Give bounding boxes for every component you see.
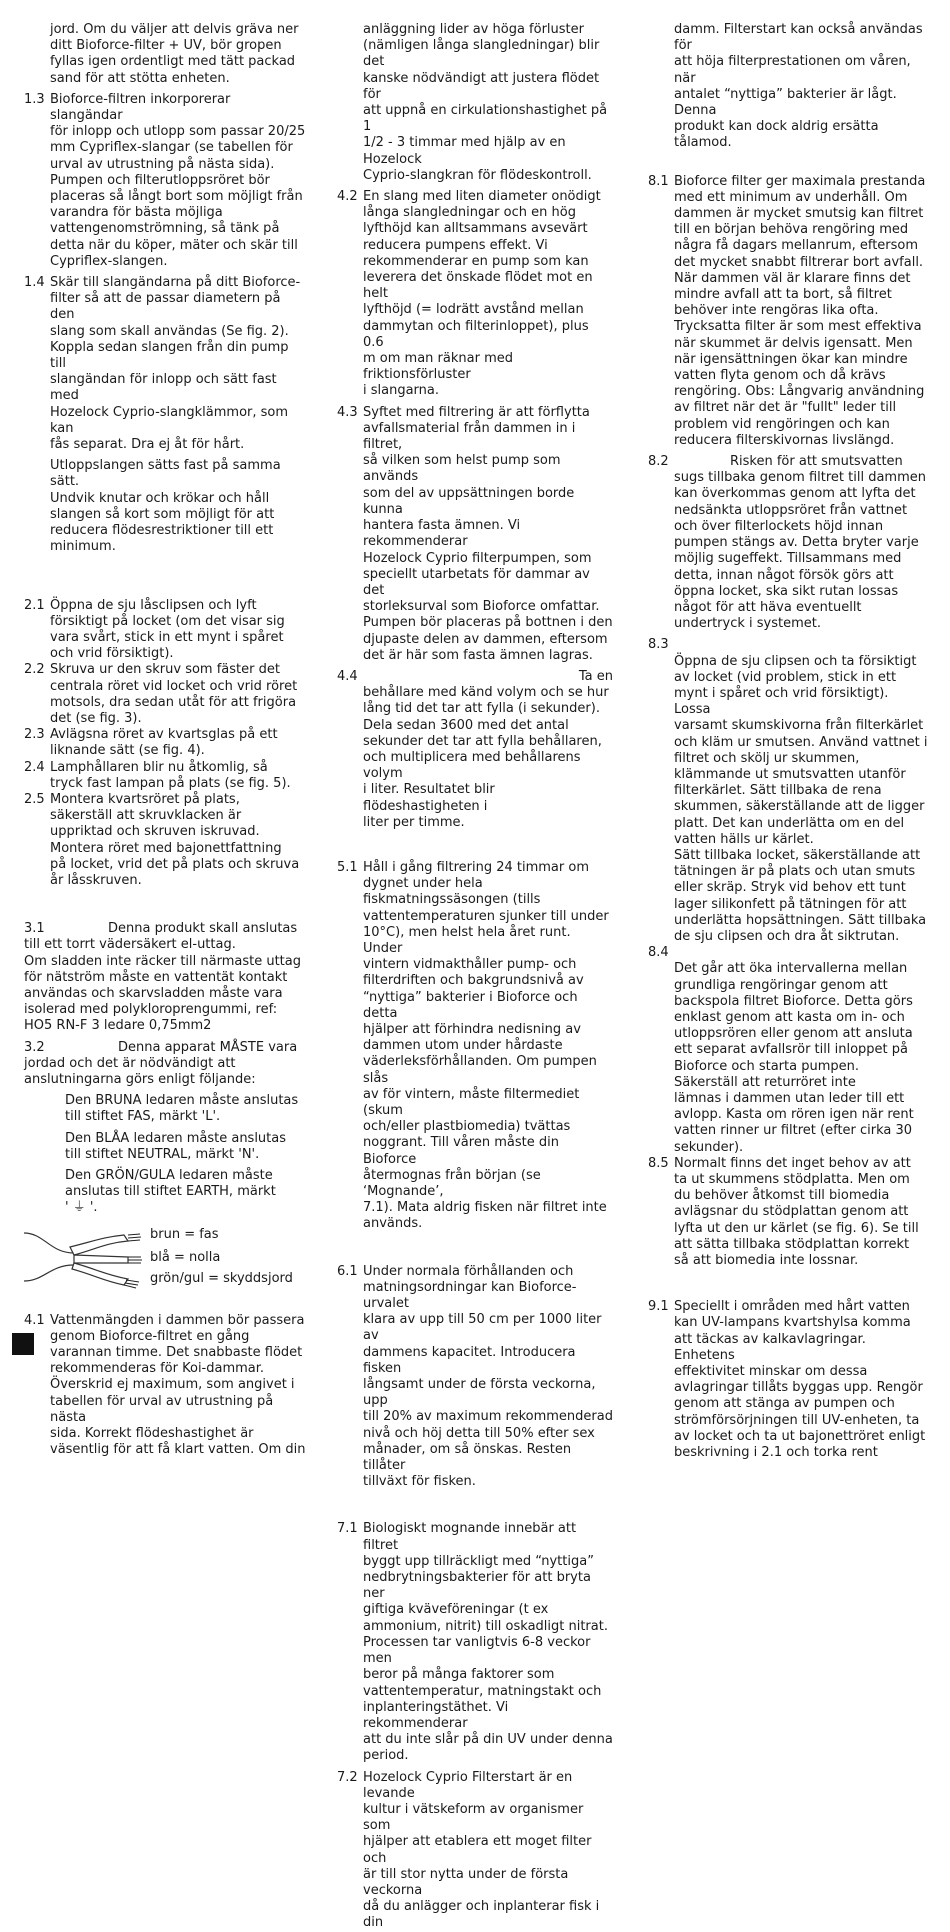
section-text: Ta en (578, 668, 613, 684)
section-text: behållare med känd volym och se hur lång tid det tar att fylla (i sekunder). Dela sedan 3600 med det antal sekunder det tar att fylla behållaren, och multiplicera med behållarens volym i liter. Resultatet blir flödeshastigheten i liter per timme. (363, 685, 609, 830)
paragraph-continued: anläggning lider av höga förluster (nämligen långa slangledningar) blir det kanske nödvändigt att justera flödet för att uppnå en cirkulationshastighet på 1 1/2 - 3 timmar med hjälp av en Hozelock Cyprio-slangkran för flödeskontroll. (363, 22, 608, 183)
wire-label-blue: blå = nolla (150, 1249, 221, 1265)
section-number: 4.4 (337, 668, 358, 684)
page-corner-marker (12, 1333, 34, 1355)
section-number: 2.1 (24, 597, 45, 613)
section-number: 2.4 (24, 759, 45, 775)
section-number: 4.3 (337, 404, 358, 420)
section-number: 2.2 (24, 662, 45, 678)
section-number: 9.1 (648, 1299, 669, 1315)
section-number: 4.1 (24, 1312, 45, 1328)
section-6-1 (337, 1264, 613, 1491)
section-1-3 (24, 92, 306, 270)
section-text: Bioforce-filtren inkorporerar slangändar för inlopp och utlopp som passar 20/25 mm Cypriflex-slangar (se tabellen för urval av utrustning på nästa sida). Pumpen och filterutloppsröret bör placeras så långt bort som möjligt från varandra för bästa möjliga vattengenomströmning, så tänk på detta när du köper, mäter och skär till Cypriflex-slangen. (50, 91, 306, 269)
section-1-4 (24, 275, 306, 453)
section-3-1 (24, 921, 306, 1034)
section-2-2 (24, 662, 306, 727)
section-text: Denna produkt skall anslutas (108, 921, 298, 937)
section-8-3 (648, 637, 928, 945)
section-number: 1.3 (24, 91, 45, 107)
section-2-1 (24, 598, 306, 663)
blue-wire-instruction: Den BLÅA ledaren måste anslutas till stiftet NEUTRAL, märkt 'N'. (65, 1130, 287, 1162)
section-2-4 (24, 760, 306, 792)
wire-label-green: grön/gul = skyddsjord (150, 1270, 293, 1286)
section-number: 3.1 (24, 921, 45, 937)
section-text: Normalt finns det inget behov av att ta ut skummens stödplatta. Men om du behöver åtkomst till biomedia avlägsnar du stödplattan genom att lyfta ut den ur kärlet (se fig. 6). Se till att sätta tillbaka stödplattan korrekt så att biomedia inte lossnar. (674, 1155, 919, 1269)
section-text: Under normala förhållanden och matningsordningar kan Bioforce-urvalet klara av upp till 50 cm per 1000 liter av dammens kapacitet. Introducera fisken långsamt under de första veckorna, upp till 20% av maximum rekommenderad nivå och höj detta till 50% efter sex månader, om så önskas. Resten tillåter tillväxt för fisken. (363, 1263, 613, 1490)
section-8-1 (648, 174, 928, 449)
section-number: 7.1 (337, 1521, 358, 1537)
cable-illustration (24, 1223, 144, 1295)
section-text: En slang med liten diameter onödigt långa slangledningar och en hög lyfthöjd kan alltsammans avsevärt reducera pumpens effekt. Vi rekommenderar en pump som kan leverera det önskade flödet mot en helt lyfthöjd (= lodrätt avstånd mellan dammytan och filterinloppet), plus 0.6 m om man räknar med friktionsförluster i slangarna. (363, 189, 601, 399)
section-7-1 (337, 1521, 613, 1764)
section-number: 4.2 (337, 189, 358, 205)
section-text: Om sladden inte räcker till närmaste uttag för nätström måste en vattentät kontakt användas och skarvsladden måste vara isolerad med polykloroprengummi, ref: HO5 RN-F 3 ledare 0,75mm2 (24, 953, 301, 1034)
section-text: Lamphållaren blir nu åtkomlig, så tryck fast lampan på plats (se fig. 5). (50, 759, 291, 791)
section-number: 3.2 (24, 1039, 45, 1055)
section-number: 8.5 (648, 1155, 669, 1171)
green-wire-instruction: Den GRÖN/GULA ledaren måste anslutas till stiftet EARTH, märkt (65, 1168, 276, 1200)
section-number: 6.1 (337, 1263, 358, 1279)
section-text: Skruva ur den skruv som fäster det centrala röret vid locket och vrid röret motsols, dra sedan utåt för att frigöra det (se fig. 3). (50, 662, 298, 726)
section-text: Hozelock Cyprio Filterstart är en levande kultur i vätskeform av organismer som hjälper att etablera ett moget filter och är till stor nytta under de första veckorna då du anlägger och inplanterar fisk i din (363, 1769, 600, 1931)
section-4-1 (24, 1313, 306, 1459)
section-text: Montera kvartsröret på plats, säkerställ att skruvklacken är uppriktad och skruven iskruvad. Montera röret med bajonettfattning på locket, vrid det på plats och skruva år låsskruven. (50, 791, 300, 888)
wiring-diagram (24, 1223, 306, 1295)
column-3 (648, 22, 928, 1461)
column-2 (337, 22, 613, 1932)
section-8-5 (648, 1156, 928, 1269)
section-number: 8.4 (648, 945, 669, 961)
section-text: Speciellt i områden med hårt vatten kan UV-lampans kvartshylsa komma att täckas av kalkavlagringar. Enhetens effektivitet minskar om dessa avlagringar tillåts byggas upp. Rengör genom att stänga av pumpen och strömförsörjningen till UV-enheten, ta av locket och ta ut bajonettröret enligt beskrivning i 2.1 och torka rent (674, 1299, 926, 1461)
section-number: 8.1 (648, 173, 669, 189)
section-8-4 (648, 945, 928, 1156)
section-4-4 (337, 669, 613, 685)
section-number: 1.4 (24, 275, 45, 291)
section-8-2 (648, 454, 928, 632)
section-3-2 (24, 1040, 306, 1089)
section-5-1 (337, 860, 613, 1233)
section-number: 8.3 (648, 637, 669, 653)
section-number: 7.2 (337, 1769, 358, 1785)
wire-label-brown: brun = fas (150, 1226, 219, 1242)
section-7-2 (337, 1770, 613, 1932)
section-text: Syftet med filtrering är att förflytta avfallsmaterial från dammen in i filtret, så vilken som helst pump som används som del av uppsättningen borde kunna hantera fasta ämnen. Vi rekommenderar Hozelock Cyprio filterpumpen, som speciellt utarbetats för dammar av det storleksurval som Bioforce omfattar. Pumpen bör placeras på bottnen i den djupaste delen av dammen, eftersom det är här som fasta ämnen lagras. (363, 404, 613, 663)
section-4-2 (337, 189, 613, 400)
section-text: Vattenmängden i dammen bör passera genom Bioforce-filtret en gång varannan timme. Det snabbaste flödet rekommenderas för Koi-dammar. Överskrid ej maximum, som angivet i tabellen för urval av utrustning på nästa sida. Korrekt flödeshastighet är väsentlig för att få klart vatten. Om din (50, 1312, 306, 1458)
section-number: 2.5 (24, 791, 45, 807)
section-text: Denna apparat MÅSTE vara (118, 1039, 298, 1055)
section-number: 8.2 (648, 454, 669, 470)
section-text: till ett torrt vädersäkert el-uttag. (24, 937, 236, 953)
section-number: 5.1 (337, 859, 358, 875)
paragraph-continued: damm. Filterstart kan också användas för att höja filterprestationen om våren, när antalet “nyttiga” bakterier är lågt. Denna produkt kan dock aldrig ersätta tålamod. (674, 22, 923, 151)
section-text: Utloppslangen sätts fast på samma sätt. Undvik knutar och krökar och håll slangen så kort som möjligt för att reducera flödesrestriktioner till ett minimum. (50, 458, 281, 555)
section-2-5 (24, 792, 306, 889)
section-text: Bioforce filter ger maximala prestanda med ett minimum av underhåll. Om dammen är mycket smutsig kan filtret till en början behöva rengöring med några få dagars mellanrum, eftersom det mycket snabbt filtrerar bort avfall. När dammen väl är klarare finns det mindre avfall att ta bort, så filtret behöver inte rengöras lika ofta. Trycksatta filter är som mest effektiva när skummet är delvis igensatt. Men när igensättningen ökar kan mindre vatten flyta genom och då krävs rengöring. Obs: Långvarig användning av filtret när det är "fullt" leder till problem vid rengöringen och kan reducera filterskivornas livslängd. (674, 173, 926, 448)
section-text: Biologiskt mognande innebär att filtret byggt upp tillräckligt med “nyttiga” nedbrytningsbakterier för att bryta ner giftiga kväveföreningar (t ex ammonium, nitrit) till oskadligt nitrat. Processen tar vanligtvis 6-8 veckor men beror på många faktorer som vattentemperatur, matningstakt och inplanteringstäthet. Vi rekommenderar att du inte slår på din UV under denna period. (363, 1521, 613, 1764)
section-4-3 (337, 405, 613, 664)
section-text: Skär till slangändarna på ditt Bioforce- filter så att de passar diametern på den slang som skall användas (Se fig. 2). Koppla sedan slangen från din pump till slangändan för inlopp och sätt fast med Hozelock Cyprio-slangklämmor, som kan fås separat. Dra ej åt för hårt. (50, 275, 301, 453)
section-text: sugs tillbaka genom filtret till dammen kan överkommas genom att lyfta det nedsänkta utloppsröret från vattnet och över filterlockets höjd innan pumpen stängs av. Detta bryter varje möjlig sugeffekt. Tillsammans med detta, innan något försök görs att öppna locket, ska sikt rutan lossas något för att häva eventuellt undertryck i systemet. (674, 470, 926, 632)
section-number: 2.3 (24, 727, 45, 743)
section-text: jordad och det är nödvändigt att anslutningarna görs enligt följande: (24, 1055, 256, 1087)
section-text: Håll i gång filtrering 24 timmar om dygnet under hela fiskmatningssäsongen (tills vattentemperaturen sjunker till under 10°C), men helst hela året runt. Under vintern vidmakthåller pump- och filterdriften och bakgrundsnivå av “nyttiga” bakterier i Bioforce och detta hjälper att förhindra nedisning av dammen utom under hårdaste väderleksförhållanden. Om pumpen slås av för vintern, måste filtermediet (skum och/eller plastbiomedia) tvättas noggrant. Till våren måste din Bioforce återmognas från början (se ‘Mognande’, 7.1). Mata aldrig fisken när filtret inte används. (363, 859, 609, 1232)
brown-wire-instruction: Den BRUNA ledaren måste anslutas till stiftet FAS, märkt 'L'. (65, 1093, 299, 1125)
paragraph-continued: jord. Om du väljer att delvis gräva ner ditt Bioforce-filter + UV, bör gropen fyllas igen ordentligt med tätt packad sand för att stötta enheten. (50, 22, 299, 86)
section-2-3 (24, 727, 306, 759)
section-text: Öppna de sju låsclipsen och lyft försiktigt på locket (om det visar sig vara svårt, stick in ett mynt i spåret och vrid försiktigt). (50, 597, 285, 662)
section-text: Det går att öka intervallerna mellan grundliga rengöringar genom att backspola filtret Bioforce. Detta görs enklast genom att kasta om in- och utloppsrören eller genom att ansluta ett separat avfallsrör till inloppet på Bioforce och starta pumpen. Säkerställ att returröret inte lämnas i dammen utan leder till ett avlopp. Kasta om rören igen när rent vatten rinner ur filtret (efter cirka 30 sekunder). (674, 961, 914, 1155)
column-1 (24, 22, 306, 1458)
section-9-1 (648, 1299, 928, 1461)
section-text: Öppna de sju clipsen och ta försiktigt av locket (vid problem, stick in ett mynt i spåret och vrid försiktigt). Lossa varsamt skumskivorna från filterkärlet och kläm ur smutsen. Använd vattnet i filtret och skölj ur skummen, klämmande ut smutsvatten utanför filterkärlet. Sätt tillbaka de rena skummen, säkerställande att de ligger platt. Det kan underlätta om en del vatten hälls ur kärlet. Sätt tillbaka locket, säkerställande att tätningen är på plats och utan smuts eller skräp. Stryk vid behov ett tunt lager silikonfett på tätningen för att underlätta hopsättningen. Sätt tillbaka de sju clipsen och dra åt siktrutan. (674, 653, 928, 944)
section-text: Avlägsna röret av kvartsglas på ett liknande sätt (se fig. 4). (50, 727, 278, 759)
section-text: Risken för att smutsvatten (730, 454, 903, 470)
earth-symbol: ' ⏚ '. (65, 1200, 98, 1216)
